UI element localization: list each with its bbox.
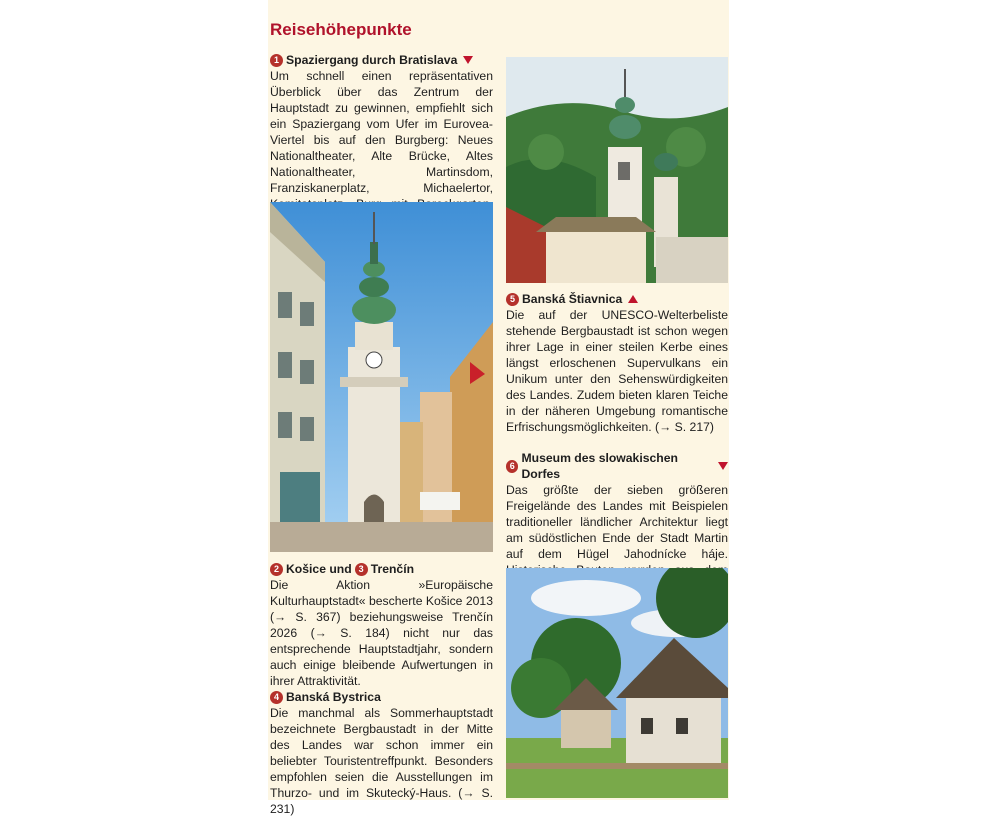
- triangle-down-icon: [463, 56, 473, 64]
- entry-text: Das größte der sieben größeren Freigelände des Landes mit Beispielen traditioneller ländlicher Architektur liegt am südöstlichen Ende der Stadt Martin auf dem Hügel Jahodnícke háje.: [506, 483, 728, 561]
- entry-title: Banská Štiavnica: [522, 292, 623, 306]
- entry-2-3: [270, 561, 493, 689]
- entry-6-heading: [506, 450, 728, 482]
- entry-1-heading: [270, 52, 493, 68]
- number-badge: 4: [270, 691, 283, 704]
- entry-5: [506, 291, 728, 435]
- photo-village-museum: [506, 568, 728, 798]
- tower-illustration: [270, 202, 493, 552]
- page-title: Reisehöhepunkte: [270, 20, 412, 39]
- entry-title: Banská Bystrica: [286, 690, 381, 704]
- entry-5-heading: [506, 291, 728, 307]
- entry-text: Die Aktion »Europäische Kulturhauptstadt« bescherte Košice 2013 (→ S. 367) beziehungsweise Trenčín 2026 (→ S. 184) nicht nur das entsprechende Hauptstadtjahr, sondern auch einige bleibende Aufwertungen in ihrer Attraktivität.: [270, 578, 493, 688]
- number-badge: 5: [506, 293, 519, 306]
- village-illustration: [506, 568, 728, 798]
- number-badge: 3: [355, 563, 368, 576]
- entry-text: Die auf der UNESCO-Welterbeliste stehende Bergbaustadt ist schon wegen ihrer Lage in einer steilen Kerbe eines längst erloschenen Supervulkans ein Unikum unter den Sehenswürdigkeiten des Landes. Zudem bieten klaren Teiche in der näheren Umgebung romantische Erfrischungsmöglichkeiten. (→ S. 217): [506, 308, 728, 434]
- entry-text: Um schnell einen repräsentativen Überblick über das Zentrum der Hauptstadt zu gewinnen, empfiehlt sich ein Spaziergang vom Ufer im Eurovea-Viertel bis auf den Burgberg: Neues Nationaltheater, Alte Brücke, Altes Nationaltheater, Martinsdom, Franziskanerplatz, Michaelertor,: [270, 69, 493, 195]
- triangle-up-icon: [628, 295, 638, 303]
- entry-4-heading: [270, 689, 493, 705]
- entry-2-3-heading: [270, 561, 493, 577]
- entry-title: Košice und: [286, 562, 352, 576]
- entry-text: Die manchmal als Sommerhauptstadt bezeichnete Bergbaustadt in der Mitte des Landes war schon immer ein beliebter Touristentreffpunkt. Besonders empfohlen seien die Ausstellungen im Thurzo- und im Skutecký-Haus. (→ S. 231): [270, 706, 493, 816]
- entry-title: Museum des slowakischen Dorfes: [521, 451, 678, 481]
- photo-banska-stiavnica: [506, 57, 728, 283]
- entry-title-2: Trenčín: [370, 562, 415, 576]
- number-badge: 2: [270, 563, 283, 576]
- entry-4: [270, 689, 493, 817]
- number-badge: 1: [270, 54, 283, 67]
- triangle-down-icon: [718, 462, 728, 470]
- entry-title: Spaziergang durch Bratislava: [286, 53, 458, 67]
- number-badge: 6: [506, 460, 518, 473]
- church-illustration: [506, 57, 728, 283]
- photo-michaelertor: [270, 202, 493, 552]
